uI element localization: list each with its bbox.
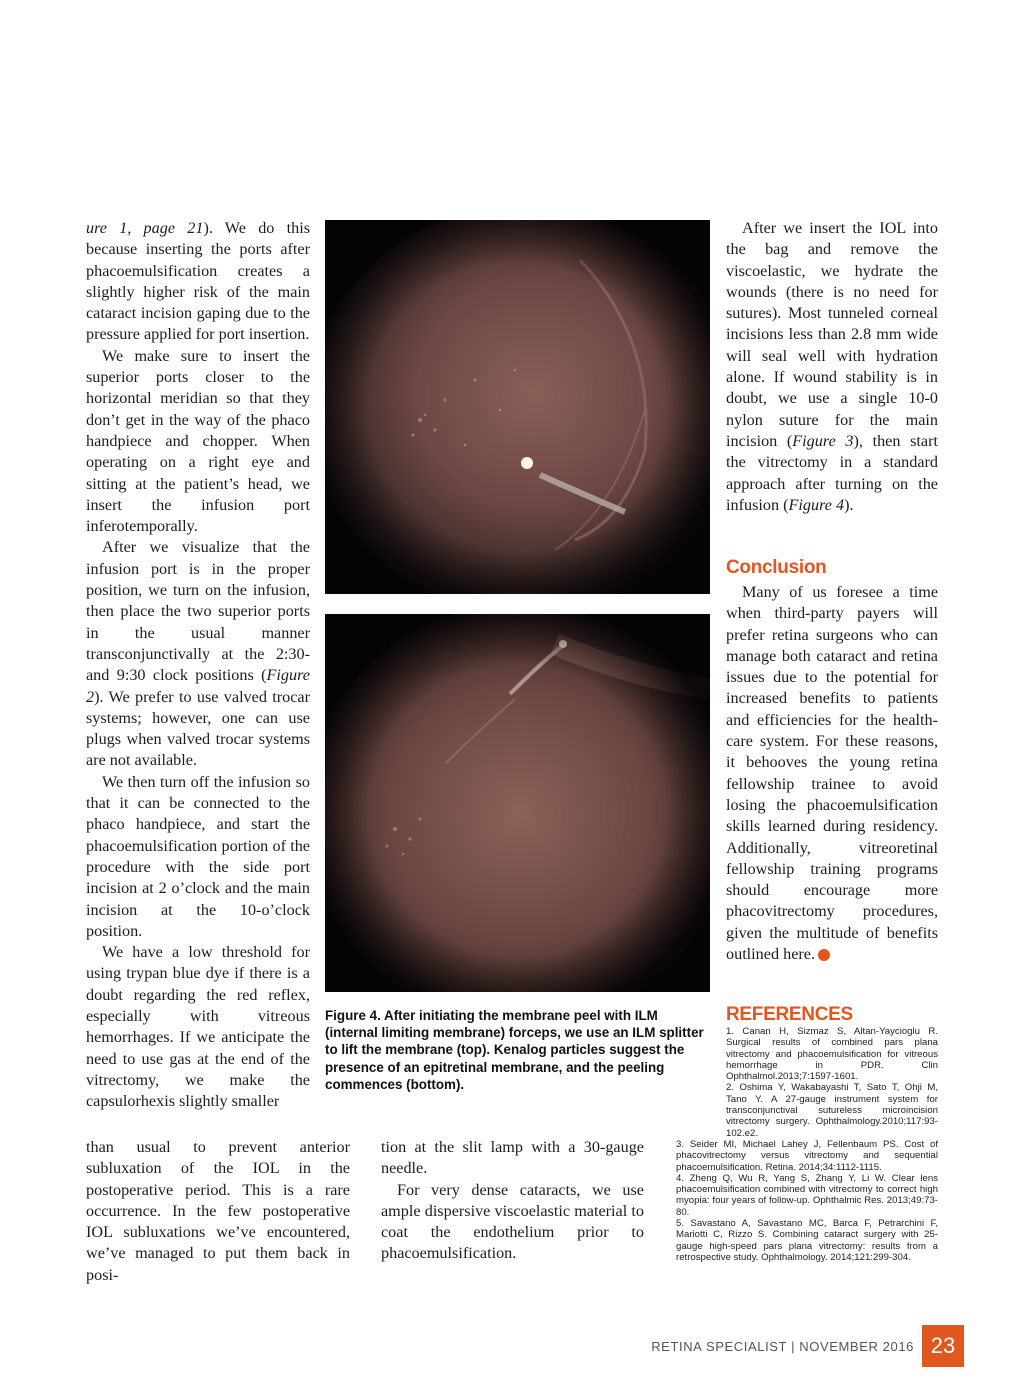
text-run: We have a low threshold for using trypan blue dye if there is a doubt regarding the red reflex, especially with vitreous hemorrhages. If we anticipate the need to use gas at the end of the vitrectomy, we make the capsulorhexis slightly smaller [86,943,310,1111]
conclusion-column [726,582,938,965]
text-run: After we insert the IOL into the bag and remove the viscoelastic, we hydrate the wounds (there is no need for sutures). Most tunneled corneal incisions less than 2.8 mm wide will seal well with hydration alone. If wound stability is in doubt, we use a single 10-0 nylon suture for the main incision ( [726,219,938,450]
body-paragraph [726,218,938,516]
reference-item: 4. Zheng Q, Wu R, Yang S, Zhang Y, Li W. Clear lens phacoemulsification combined with vitrectomy to correct high myopia: four years of follow-up. Ophthalmic Res. 2013;49:73-80. [676,1172,938,1218]
conclusion-text: Many of us foresee a time when third-party payers will prefer retina surgeons who can manage both cataract and retina issues due to the potential for increased benefits to patients and efficiencies for the health-care system. For these reasons, it behooves the young retina fellowship trainee to avoid losing the phacoemulsification skills learned during residency. Additionally, vitreoretinal fellowship training programs should encourage more phacovitrectomy procedures, given the multitude of benefits outlined here. [726,583,938,964]
end-mark-icon: RS [818,949,830,961]
left-column-continuation [86,1137,350,1286]
body-paragraph: For very dense cataracts, we use ample dispersive viscoelastic material to coat the endothelium prior to phacoemulsification. [381,1180,644,1263]
reference-item: 3. Seider MI, Michael Lahey J, Fellenbaum PS. Cost of phacovitrectomy versus vitrectomy and sequential phacoemulsification. Retina. 2014;34:1112-1115. [676,1138,938,1173]
body-paragraph [86,942,310,1112]
conclusion-heading: Conclusion [726,557,827,578]
figure-reference: ure 1, page 21 [86,219,204,237]
figure-photo-bottom [325,614,710,992]
text-run: ), then start the vitrectomy in a standard approach after turning on the infusion ( [726,431,938,514]
page-footer [650,1325,964,1367]
conclusion-paragraph [726,582,938,965]
left-column [86,218,310,1112]
figure-reference: Figure 4 [788,495,845,514]
text-run: We make sure to insert the superior ports closer to the horizontal meridian so that they don’t get in the way of the phaco handpiece and chopper. When operating on a right eye and sitting at the patient’s head, we insert the infusion port inferotemporally. [86,346,310,536]
figure-caption: Figure 4. After initiating the membrane peel with ILM (internal limiting membrane) forceps, we use an ILM splitter to lift the membrane (top). Kenalog particles suggest the presence of an epitretinal membrane, and the peeling commences (bottom). [325,1008,704,1092]
body-paragraph [86,346,310,538]
reference-item: 1. Canan H, Sizmaz S, Altan-Yaycioglu R. Surgical results of combined pars plana vitrectomy and phacoemulsification for vitreous hemorrhage in PDR. Clin Ophthalmol.2013;7:1597-1601. [726,1026,938,1083]
body-paragraph [86,537,310,771]
references-heading: REFERENCES [726,1004,853,1025]
page-number: 23 [922,1325,964,1367]
references-list [676,1026,938,1263]
figure-reference: Figure 3 [792,431,854,450]
body-paragraph: than usual to prevent anterior subluxation of the IOL in the postoperative period. This is a rare occurrence. In the few postoperative IOL subluxations we’ve encountered, we’ve managed to put them back in posi- [86,1138,350,1284]
reference-item: 2. Oshima Y, Wakabayashi T, Sato T, Ohji M, Tano Y. A 27-gauge instrument system for transconjunctival sutureless microincision vitrectomy surgery. Ophthalmology.2010;117:93-102.e2. [726,1082,938,1139]
text-run: After we visualize that the infusion port is in the proper position, we turn on the infusion, then place the two superior ports in the usual manner transconjunctivally at the 2:30- and 9:30 clock positions ( [86,538,310,685]
body-paragraph [86,772,310,942]
text-run: ). [844,495,854,514]
footer-text: RETINA SPECIALIST | NOVEMBER 2016 [651,1339,914,1354]
middle-column [381,1137,644,1265]
text-run: We then turn off the infusion so that it can be connected to the phaco handpiece, and start the phacoemulsification portion of the procedure with the side port incision at 2 o’clock and the main incision at the 10-o’clock position. [86,772,310,940]
reference-item: 5. Savastano A, Savastano MC, Barca F, Petrarchini F, Mariotti C, Rizzo S. Combining cataract surgery with 25-gauge high-speed pars plana vitrectomy: results from a retrospective study. Ophthalmology. 2014;121:299-304. [676,1218,938,1263]
figure-reference: Figure 2 [86,666,310,706]
text-run: ). We prefer to use valved trocar systems; however, one can use plugs when valved trocar systems are not available. [86,687,310,770]
text-run: ). We do this because inserting the ports after phacoemulsification creates a slightly higher risk of the main cataract incision gaping due to the pressure applied for port insertion. [86,219,310,344]
body-paragraph: tion at the slit lamp with a 30-gauge needle. [381,1138,644,1178]
figure-photo-top [325,220,710,594]
right-column [726,218,938,516]
body-paragraph [86,218,310,346]
